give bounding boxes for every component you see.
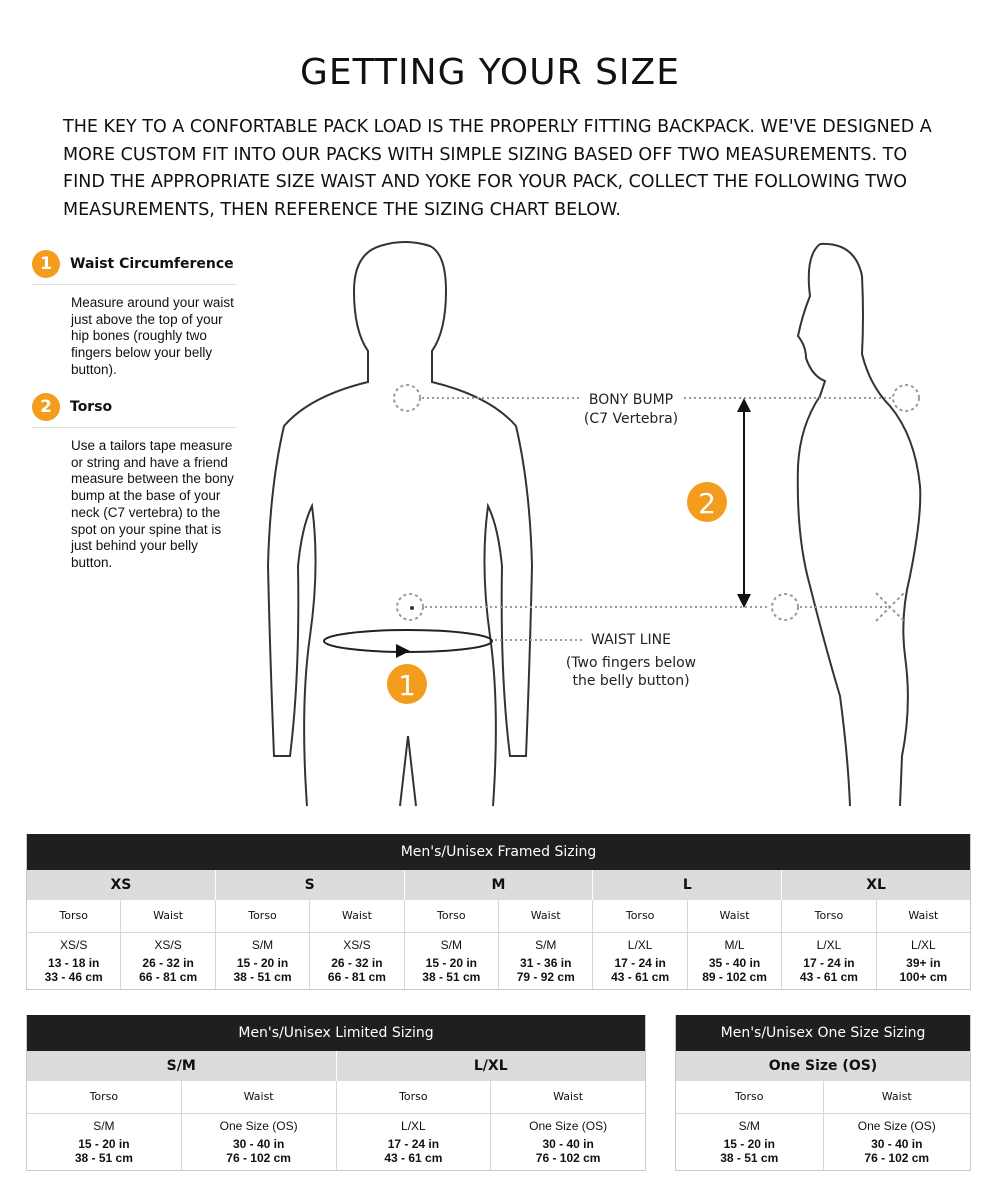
cell-size: One Size (OS) [219,1119,298,1133]
size-cell [120,933,214,989]
cell-inches: 17 - 24 in [803,956,855,970]
waist-circumference-ellipse [324,630,492,652]
cell-inches: 15 - 20 in [723,1137,775,1151]
instruction-torso [32,393,237,572]
instruction-title: Torso [70,399,113,415]
size-row [27,870,970,900]
cell-cm: 33 - 46 cm [44,970,103,984]
cell-inches: 39+ in [906,956,941,970]
bony-bump-label: BONY BUMP [588,392,674,408]
label-row [676,1081,970,1114]
instruction-header [32,250,237,285]
size-cell [309,933,403,989]
size-cell [27,1114,181,1170]
page-title: GETTING YOUR SIZE [300,52,680,93]
waist-marker-number: 1 [398,669,416,702]
size-cell [404,933,498,989]
column-label: Torso [27,900,120,933]
size-cell [592,933,686,989]
column-label: Torso [27,1081,181,1114]
column-label: Torso [781,900,875,933]
size-header: L [592,870,781,900]
value-row [27,933,970,989]
side-body-outline [798,244,921,806]
belly-button [410,606,414,610]
column-label: Waist [120,900,214,933]
size-cell [498,933,592,989]
waist-note-line1: (Two fingers below [565,655,697,671]
cell-cm: 89 - 102 cm [702,970,767,984]
size-row [676,1051,970,1081]
cell-cm: 76 - 102 cm [535,1151,601,1165]
cell-cm: 43 - 61 cm [384,1151,443,1165]
c7-label: (C7 Vertebra) [583,411,679,427]
size-cell [336,1114,491,1170]
instruction-text: Use a tailors tape measure or string and have a friend measure between the bony bump at the base of your neck (C7 vertebra) to the spot on your spine that is just behind your belly button. [71,438,234,570]
size-cell [27,933,120,989]
cell-inches: 35 - 40 in [708,956,761,970]
cell-size: S/M [440,938,462,952]
cell-size: L/XL [401,1119,426,1133]
column-label: Torso [404,900,498,933]
size-header: XL [781,870,970,900]
cell-size: L/XL [627,938,653,952]
cell-cm: 38 - 51 cm [233,970,292,984]
column-label: Waist [823,1081,971,1114]
cell-inches: 26 - 32 in [331,956,383,970]
cell-cm: 79 - 92 cm [516,970,575,984]
cell-cm: 38 - 51 cm [720,1151,779,1165]
table-title: Men's/Unisex Framed Sizing [27,834,970,870]
size-header: L/XL [336,1051,646,1081]
table-title: Men's/Unisex One Size Sizing [676,1015,970,1051]
cell-size: S/M [93,1119,115,1133]
belly-button-marker [397,594,423,620]
cell-cm: 43 - 61 cm [799,970,858,984]
column-label: Waist [490,1081,645,1114]
label-row [27,1081,645,1114]
cell-inches: 30 - 40 in [542,1137,594,1151]
front-body-outline [268,242,532,806]
column-label: Waist [181,1081,336,1114]
waist-note-line2: the belly button) [572,673,690,689]
cell-cm: 100+ cm [899,970,948,984]
cell-size: One Size (OS) [529,1119,608,1133]
size-header: S [215,870,404,900]
cell-cm: 76 - 102 cm [226,1151,291,1165]
cell-inches: 15 - 20 in [425,956,477,970]
instruction-waist [32,250,237,379]
limited-sizing-table [26,1015,646,1171]
cell-inches: 30 - 40 in [232,1137,285,1151]
waist-side-marker [772,594,798,620]
cell-inches: 13 - 18 in [48,956,100,970]
cell-cm: 76 - 102 cm [864,1151,930,1165]
onesize-sizing-table [675,1015,971,1171]
body-measurement-figure [250,236,950,811]
torso-arrow-head-bottom [737,594,751,608]
column-label: Torso [592,900,686,933]
torso-arrow-head-top [737,398,751,412]
cell-size: S/M [535,938,557,952]
cell-cm: 43 - 61 cm [611,970,670,984]
cell-size: L/XL [911,938,936,952]
value-row [27,1114,645,1170]
size-row [27,1051,645,1081]
instruction-text: Measure around your waist just above the top of your hip bones (roughly two fingers below your belly button). [71,295,234,377]
step-2-badge: 2 [32,393,60,421]
column-label: Waist [309,900,403,933]
bony-bump-side-marker [893,385,919,411]
cell-inches: 30 - 40 in [871,1137,923,1151]
size-cell [876,933,970,989]
size-header: XS [110,877,132,893]
waist-arrow-head [396,644,410,658]
column-label: Torso [336,1081,491,1114]
cell-inches: 17 - 24 in [387,1137,440,1151]
cell-inches: 17 - 24 in [614,956,666,970]
cell-inches: 15 - 20 in [236,956,289,970]
size-cell [490,1114,645,1170]
size-cell [687,933,781,989]
size-header: M [404,870,593,900]
cell-size: S/M [738,1119,760,1133]
instruction-header [32,393,237,428]
cell-size: XS/S [343,938,371,952]
cell-size: XS/S [154,938,182,952]
cell-size: One Size (OS) [857,1119,936,1133]
column-label: Waist [498,900,592,933]
waist-line-label: WAIST LINE [591,632,671,648]
column-label: Torso [676,1081,823,1114]
bony-bump-front-marker [394,385,420,411]
instruction-title: Waist Circumference [70,256,234,272]
cell-inches: 31 - 36 in [520,956,572,970]
size-cell [823,1114,971,1170]
cell-cm: 66 - 81 cm [139,970,198,984]
cell-cm: 38 - 51 cm [422,970,481,984]
size-header: S/M [166,1058,196,1074]
step-1-badge: 1 [32,250,60,278]
value-row [676,1114,970,1170]
framed-sizing-table [26,834,971,990]
cell-cm: 38 - 51 cm [74,1151,133,1165]
cell-cm: 66 - 81 cm [327,970,386,984]
cell-inches: 15 - 20 in [78,1137,130,1151]
torso-marker-number: 2 [698,487,716,520]
cell-size: L/XL [816,938,842,952]
intro-text: THE KEY TO A CONFORTABLE PACK LOAD IS THE PROPERLY FITTING BACKPACK. WE'VE DESIGNED A MORE CUSTOM FIT INTO OUR PACKS WITH SIMPLE SIZING BASED OFF TWO MEASUREMENTS. TO FIND THE APPROPRIATE SIZE WAIST AND YOKE FOR YOUR PACK, COLLECT THE FOLLOWING TWO MEASUREMENTS, THEN REFERENCE THE SIZING CHART BELOW. [63,117,932,220]
cell-size: M/L [724,938,745,952]
size-cell [676,1114,823,1170]
size-cell [215,933,309,989]
label-row [27,900,970,933]
column-label: Waist [876,900,970,933]
cell-inches: 26 - 32 in [142,956,194,970]
size-cell [781,933,875,989]
cell-size: S/M [251,938,274,952]
size-cell [181,1114,336,1170]
table-title: Men's/Unisex Limited Sizing [27,1015,645,1051]
size-header: One Size (OS) [768,1058,878,1074]
column-label: Waist [687,900,781,933]
column-label: Torso [215,900,309,933]
cell-size: XS/S [60,938,88,952]
